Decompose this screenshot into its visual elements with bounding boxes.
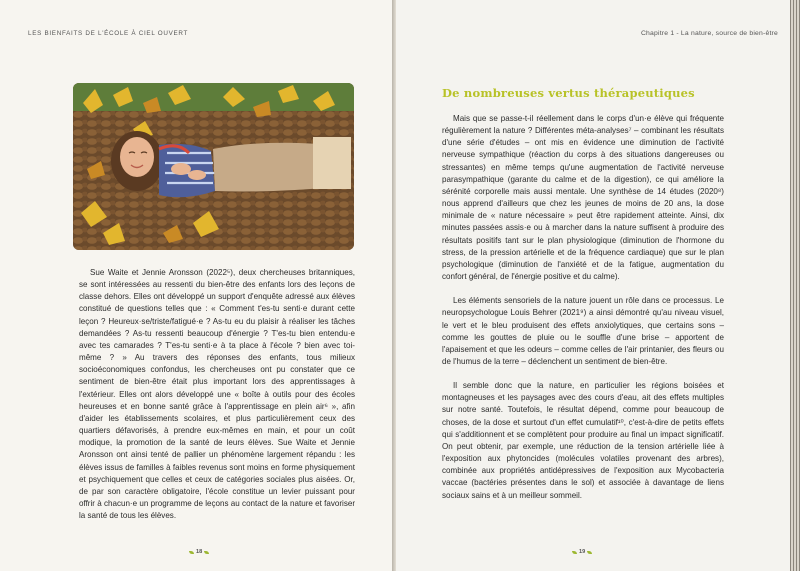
section-heading: De nombreuses vertus thérapeutiques [442, 86, 695, 100]
left-body-text [79, 267, 355, 522]
leaf-icon [572, 551, 577, 554]
leaf-icon [587, 551, 592, 554]
right-body-text [442, 113, 724, 502]
paragraph: Les éléments sensoriels de la nature jouent un rôle dans ce processus. Le neuropsychologue Louis Behrer (2021⁹) a ainsi démontré qu'au niveau visuel, le vert et le bleu produisent des effets anxiolytiques, que certains sons – comme les gouttes de pluie ou le souffle d'une brise – apportent de l'apaisement et que les odeurs – comme celles de l'air printanier, des fleurs ou de l'humus de la terre – déclenchent un sentiment de bien-être. [442, 296, 724, 366]
paragraph: Mais que se passe-t-il réellement dans le corps d'un·e élève qui fréquente régulièrement la nature ? Différentes méta-analyses⁷ – combinant les résultats d'une série d'études – ont mis en évidence une diminution de l'activité nerveuse sympathique (réaction du corps à des situations dangereuses ou stressantes) en même temps qu'une augmentation de l'activité nerveuse parasympathique (garante du calme et de la digestion), ce qui améliore la sérénité corporelle mais aussi mentale. Une synthèse de 14 études (2020⁸) nous apprend d'ailleurs que chez les jeunes de moins de 20 ans, la dose minimale de « nature nécessaire » peut être rapidement atteinte. Ainsi, dix minutes passées assis·e ou à marcher dans la nature suffisent à produire des résultats positifs tant sur le plan physiologique (diminution de l'hormone du stress, de la pression artérielle et de la fréquence cardiaque) que sur le plan psychologique (diminution de l'anxiété et de la fatigue, augmentation du confort général, de l'énergie positive et du calme). [442, 114, 724, 282]
page-edges [790, 0, 800, 571]
paragraph: Sue Waite et Jennie Aronsson (2022⁵), deux chercheuses britanniques, se sont intéressées au ressenti du bien-être des enfants lors des leçons de classe dehors. Elles ont développé un support d'enquête adressé aux élèves constitué de questions telles que : « Comment t'es-tu senti·e durant cette leçon ? Heureux·se/triste/fatigué·e ? As-tu eu du plaisir à réaliser les tâches demandées ? As-tu ressenti beaucoup d'énergie ? T'es-tu bien entendu·e avec tes camarades ? T'es-tu senti·e à ta place à l'école ? bien avec toi-même ? » Au travers des réponses des enfants, tous milieux socioéconomiques confondus, les chercheuses ont pu constater que ce sentiment de bien-être était plus important lors des apprentissages à l'extérieur. Elles ont alors développé une « boîte à outils pour des écoles heureuses et en bonne santé grâce à l'apprentissage en plein air⁶ », afin d'aider les établissements scolaires, et plus particulièrement ceux des quartiers défavorisés, à prendre eux-mêmes en main, et pour un coût modique, la promotion de la santé de leurs élèves. Sue Waite et Jennie Aronsson ont ainsi tenté de pallier un phénomène largement répandu : les élèves issus de familles à faibles revenus sont moins en forme physiquement et psychiquement que celles et ceux de catégories sociales plus aisées. Or, de par son caractère obligatoire, l'école constitue un levier puissant pour offrir à chacun·e un programme de leçons au contact de la nature et favoriser la santé de tous les élèves. [79, 268, 355, 521]
paragraph: Il semble donc que la nature, en particulier les régions boisées et montagneuses et les paysages avec des cours d'eau, ait des effets multiples sur notre santé. Toutefois, le résultat dépend, comme pour beaucoup de choses, de la dose et surtout d'un effet cumulatif¹⁰, c'est-à-dire de petits effets qui s'additionnent et se complètent pour produire au final un impact significatif. On peut obtenir, par exemple, une réduction de la tension artérielle liée à l'exposition aux phytoncides (molécules volatiles provenant des arbres), combinée aux propriétés antidépressives de l'exposition aux Mycobacteria vaccae (bactéries présentes dans le sol) et associée à davantage de liens sociaux sains et à un meilleur sommeil. [442, 381, 724, 500]
photo-illustration [73, 83, 354, 250]
running-head-right: Chapitre 1 - La nature, source de bien-être [640, 30, 778, 37]
page-number-right [572, 549, 592, 555]
page-number: 19 [579, 549, 586, 555]
photo-child-in-leaves [73, 83, 354, 250]
leaf-icon [189, 551, 194, 554]
leaf-icon [204, 551, 209, 554]
page-number-left [189, 549, 209, 555]
left-page [0, 0, 393, 571]
page-number: 18 [196, 549, 203, 555]
running-head-left: LES BIENFAITS DE L'ÉCOLE À CIEL OUVERT [28, 30, 189, 37]
